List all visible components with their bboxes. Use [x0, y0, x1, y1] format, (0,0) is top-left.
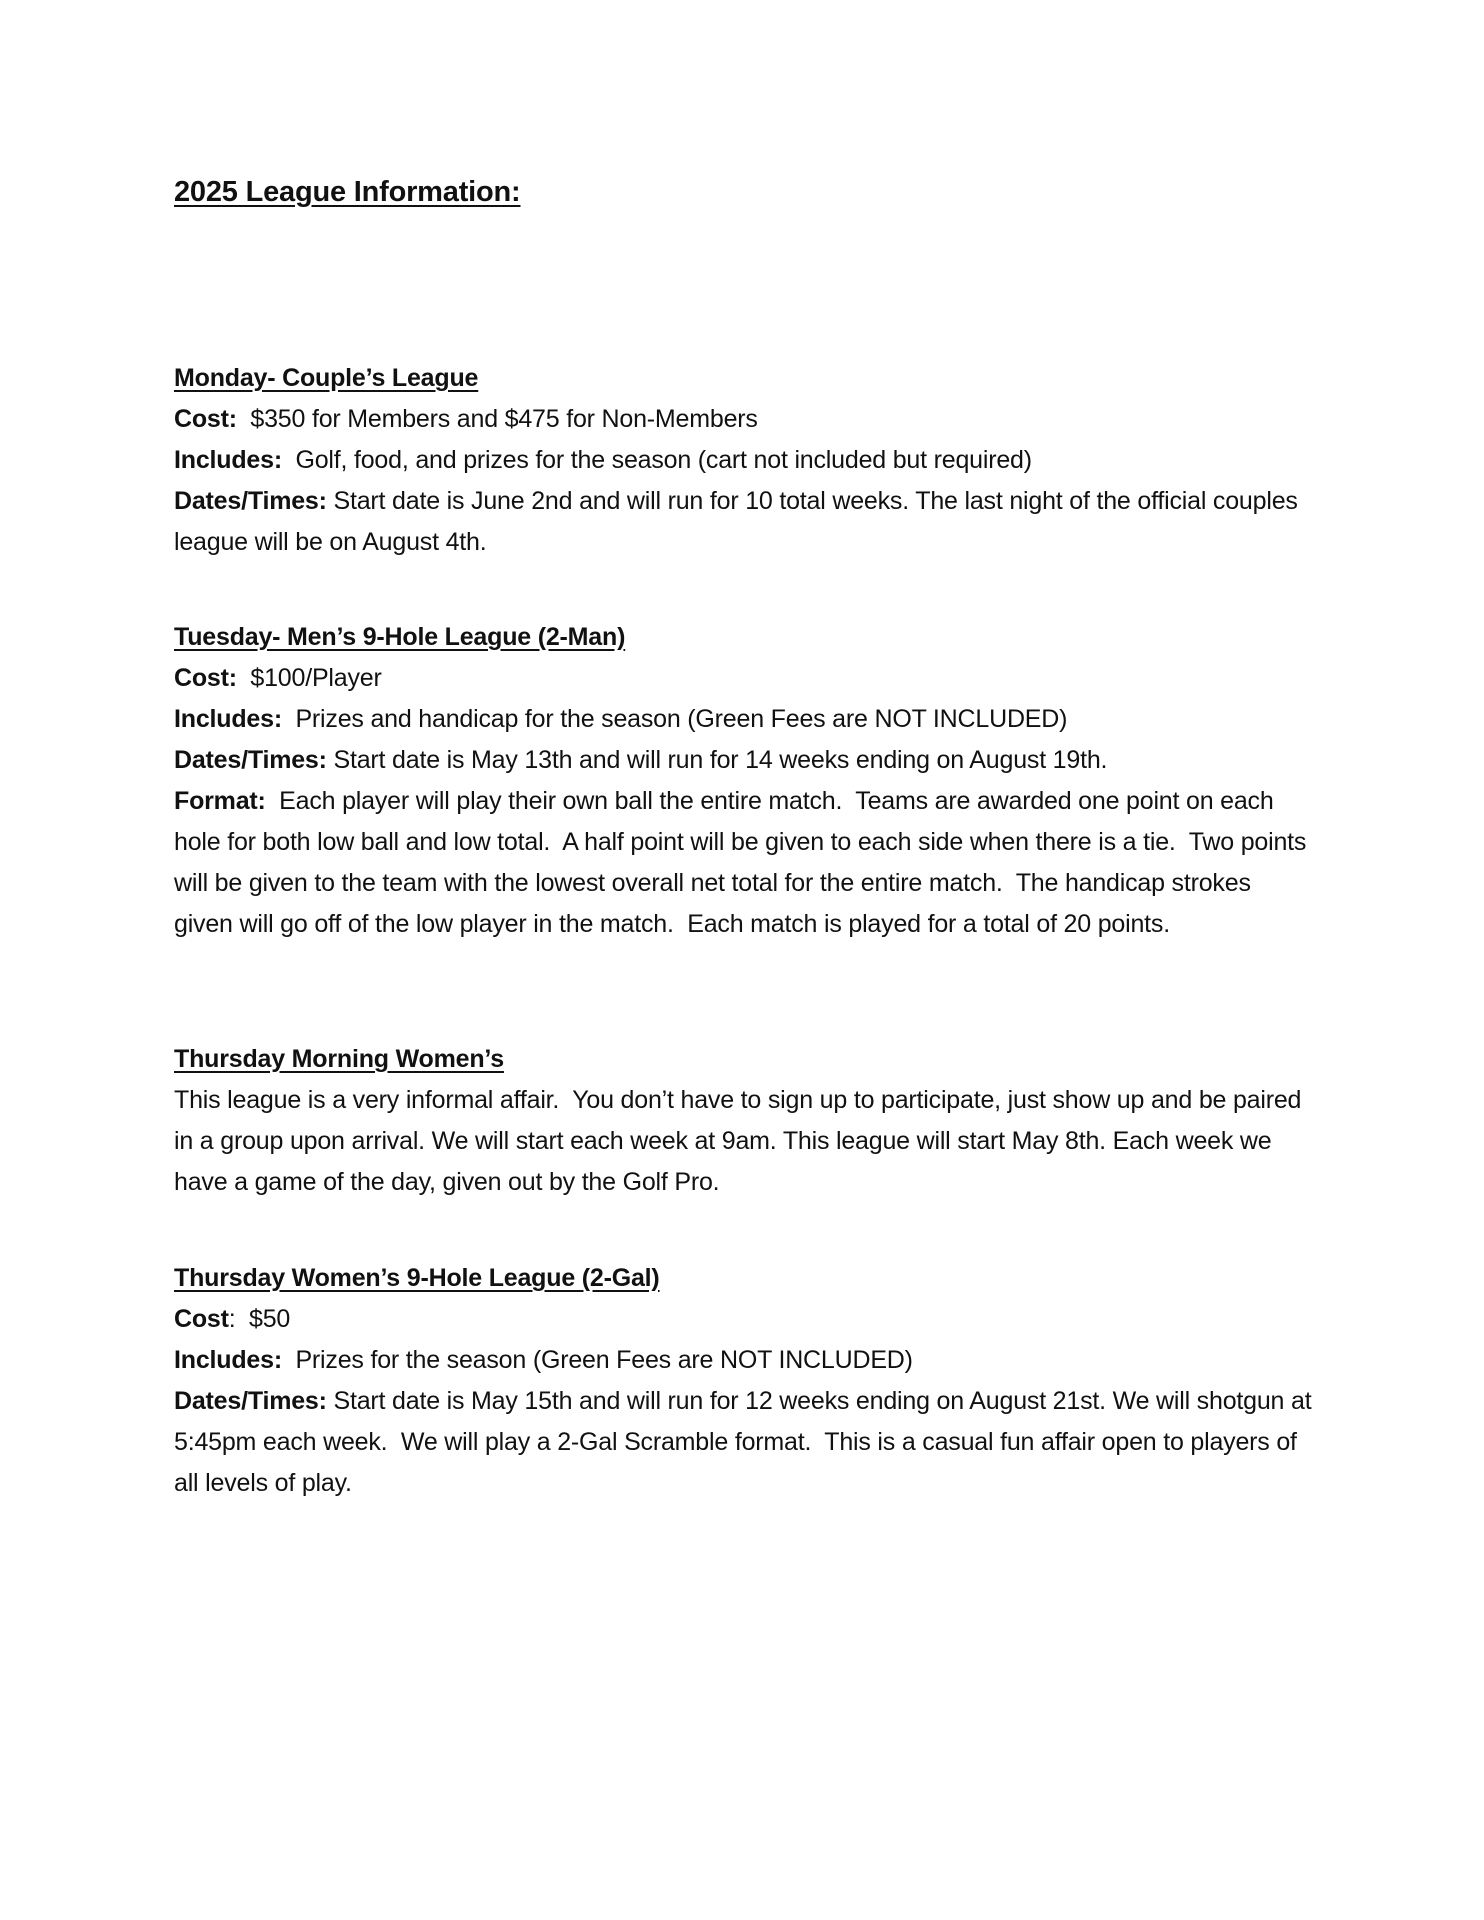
includes-line	[174, 1340, 1314, 1381]
format-value: Each player will play their own ball the entire match. Teams are awarded one point on each hole for both low ball and low total. A half point will be given to each side when there is a tie. Two points will be given to the team with the lowest overall net total for the entire match. The handicap strokes given will go off of the low player in the match. Each match is played for a total of 20 points.	[174, 787, 1313, 938]
dates-line	[174, 740, 1314, 781]
cost-label: Cost:	[174, 664, 237, 692]
page-title: 2025 League Information:	[174, 176, 521, 208]
section-heading: Thursday Women’s 9-Hole League (2-Gal)	[174, 1264, 660, 1292]
dates-value: Start date is June 2nd and will run for 10 total weeks. The last night of the official couples league will be on August 4th.	[174, 487, 1305, 556]
cost-label: Cost	[174, 1305, 229, 1333]
section-thursday-womens-league	[174, 1258, 1319, 1504]
cost-line	[174, 1299, 1314, 1340]
dates-label: Dates/Times:	[174, 487, 327, 515]
format-line	[174, 781, 1314, 945]
cost-value: : $50	[228, 1305, 291, 1333]
cost-value: $100/Player	[236, 664, 382, 692]
cost-line	[174, 399, 1314, 440]
section-monday-couples-league	[174, 358, 1314, 563]
section-heading: Thursday Morning Women’s	[174, 1045, 504, 1073]
dates-value: Start date is May 15th and will run for 12 weeks ending on August 21st. We will shotgun at 5:45pm each week. We will play a 2-Gal Scramble format. This is a casual fun affair open to players of all levels of play.	[174, 1387, 1319, 1497]
includes-label: Includes:	[174, 1346, 282, 1374]
format-label: Format:	[174, 787, 266, 815]
includes-value: Prizes for the season (Green Fees are NOT INCLUDED)	[281, 1346, 913, 1374]
section-heading: Tuesday- Men’s 9-Hole League (2-Man)	[174, 623, 626, 651]
includes-line	[174, 699, 1314, 740]
includes-label: Includes:	[174, 705, 282, 733]
dates-line	[174, 1381, 1319, 1504]
cost-line	[174, 658, 1314, 699]
section-body: This league is a very informal affair. You don’t have to sign up to participate, just show up and be paired in a group upon arrival. We will start each week at 9am. This league will start May 8th. Each week we have a game of the day, given out by the Golf Pro.	[174, 1086, 1309, 1196]
dates-label: Dates/Times:	[174, 746, 327, 774]
section-thursday-morning-womens	[174, 1039, 1314, 1203]
cost-value: $350 for Members and $475 for Non-Members	[236, 405, 758, 433]
section-heading: Monday- Couple’s League	[174, 364, 479, 392]
includes-value: Golf, food, and prizes for the season (cart not included but required)	[281, 446, 1032, 474]
dates-line	[174, 481, 1314, 563]
dates-label: Dates/Times:	[174, 1387, 327, 1415]
dates-value: Start date is May 13th and will run for 14 weeks ending on August 19th.	[326, 746, 1108, 774]
section-tuesday-mens-league	[174, 617, 1314, 945]
cost-label: Cost:	[174, 405, 237, 433]
includes-line	[174, 440, 1314, 481]
includes-label: Includes:	[174, 446, 282, 474]
includes-value: Prizes and handicap for the season (Green Fees are NOT INCLUDED)	[281, 705, 1068, 733]
